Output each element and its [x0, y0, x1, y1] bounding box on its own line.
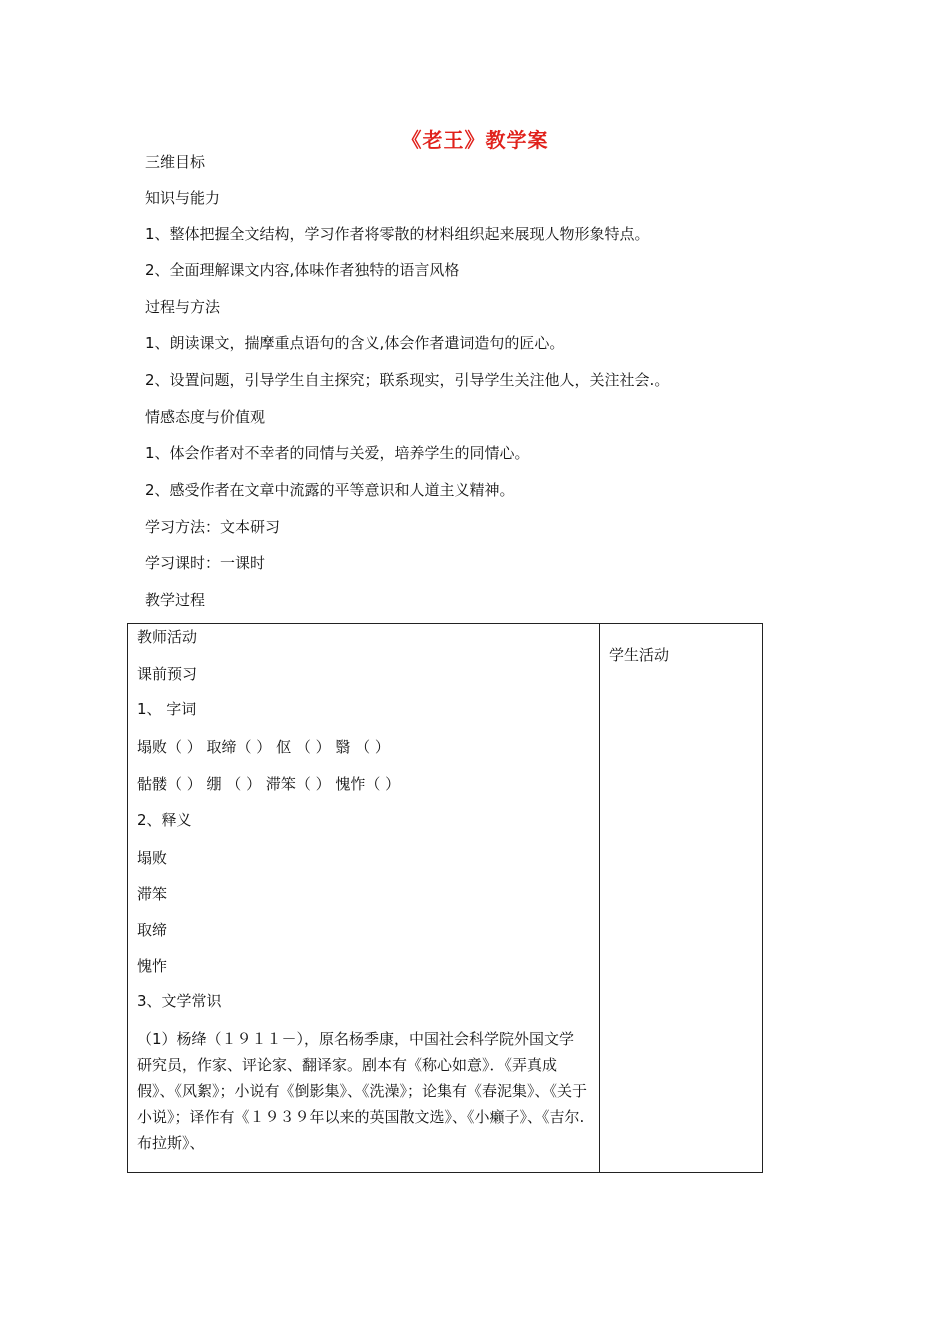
heading-process-method: 过程与方法 [145, 298, 221, 316]
goal-item: 1、整体把握全文结构，学习作者将零散的材料组织起来展现人物形象特点。 [145, 225, 650, 243]
definition-term: 愧怍 [137, 957, 168, 975]
preview-heading: 课前预习 [137, 665, 198, 683]
heading-teaching-process: 教学过程 [145, 591, 206, 609]
teacher-activity-cell [128, 624, 600, 1173]
vocab-row: 塌败（ ） 取缔（ ） 伛 （ ） 翳 （ ） [137, 738, 390, 756]
teacher-activity-header: 教师活动 [137, 628, 198, 646]
author-paragraph: （1）杨绛（１９１１－），原名杨季康，中国社会科学院外国文学研究员，作家、评论家、翻译家。剧本有《称心如意》．《弄真成假》、《风絮》；小说有《倒影集》、《洗澡》；论集有《春泥集》、《关于小说》；译作有《１９３９年以来的英国散文选》、《小癞子》、《吉尔.布拉斯》、 [137, 1030, 588, 1152]
goal-item: 2、全面理解课文内容,体味作者独特的语言风格 [145, 261, 460, 279]
definitions-heading: 2、释义 [137, 811, 192, 829]
goal-item: 2、感受作者在文章中流露的平等意识和人道主义精神。 [145, 481, 515, 499]
goal-item: 1、朗读课文，揣摩重点语句的含义,体会作者遣词造句的匠心。 [145, 334, 565, 352]
goal-item: 2、设置问题，引导学生自主探究；联系现实，引导学生关注他人，关注社会.。 [145, 371, 670, 389]
student-activity-cell [600, 624, 763, 1173]
literary-knowledge-heading: 3、文学常识 [137, 992, 222, 1010]
study-hours: 学习课时：一课时 [145, 554, 266, 572]
goal-item: 1、体会作者对不幸者的同情与关爱，培养学生的同情心。 [145, 444, 530, 462]
vocab-row: 骷髅（ ） 绷 （ ） 滞笨（ ） 愧怍（ ） [137, 775, 401, 793]
heading-knowledge-ability: 知识与能力 [145, 189, 221, 207]
definition-term: 滞笨 [137, 885, 168, 903]
definition-term: 取缔 [137, 921, 168, 939]
heading-emotion-values: 情感态度与价值观 [145, 408, 266, 426]
teaching-process-table [127, 623, 763, 1173]
document-title: 《老王》教学案 [401, 128, 549, 152]
study-method: 学习方法：文本研习 [145, 518, 281, 536]
definition-term: 塌败 [137, 849, 168, 867]
vocab-heading: 1、 字词 [137, 700, 197, 718]
heading-three-dimensional-goals: 三维目标 [145, 153, 206, 171]
student-activity-header: 学生活动 [609, 646, 670, 664]
